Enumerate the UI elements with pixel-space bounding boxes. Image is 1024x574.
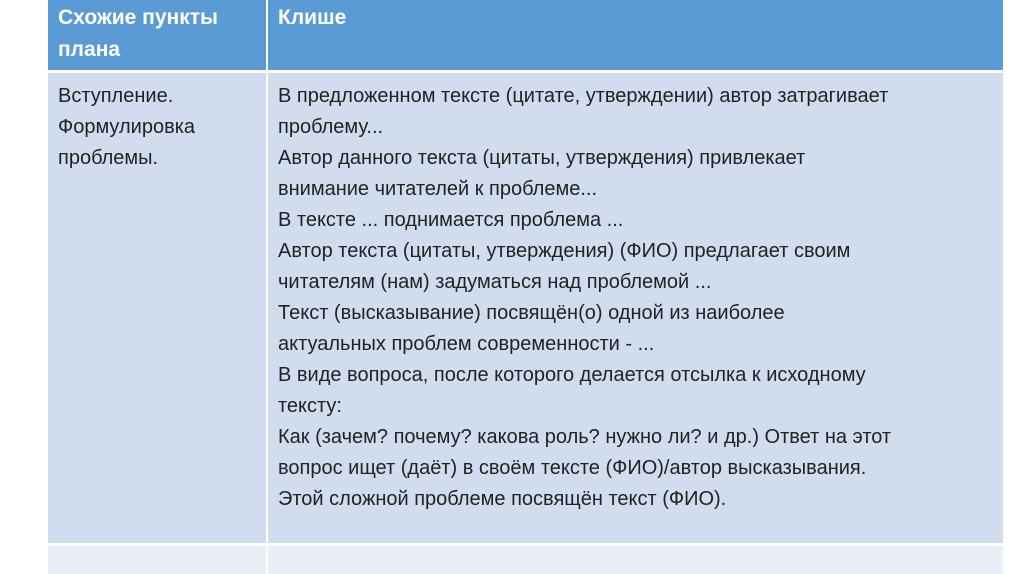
cliche-line: Этой сложной проблеме посвящён текст (ФИО). — [278, 488, 727, 510]
cliche-line: читателям (нам) задуматься над проблемой ... — [278, 271, 712, 293]
empty-cell — [48, 545, 267, 574]
header-plan-items: Схожие пункты плана — [48, 0, 267, 72]
plan-item-cell — [48, 72, 267, 545]
cliche-line: Как (зачем? почему? какова роль? нужно ли? и др.) Ответ на этот — [278, 426, 892, 448]
cliche-line: проблему... — [278, 116, 384, 138]
header-cliche: Клише — [267, 0, 1003, 72]
table-row — [48, 72, 1003, 545]
table-row-empty — [48, 545, 1003, 574]
cliche-line: вопрос ищет (даёт) в своём тексте (ФИО)/автор высказывания. — [278, 457, 867, 479]
cliche-line: актуальных проблем современности - ... — [278, 333, 655, 355]
empty-cell — [267, 545, 1003, 574]
plan-line: проблемы. — [58, 147, 159, 169]
cliche-line: тексту: — [278, 395, 342, 417]
cliche-line: В тексте ... поднимается проблема ... — [278, 209, 624, 231]
cliche-line: В виде вопроса, после которого делается отсылка к исходному — [278, 364, 866, 386]
plan-line: Формулировка — [58, 116, 196, 138]
plan-cliche-table — [48, 0, 1003, 574]
cliche-cell — [267, 72, 1003, 545]
cliche-line: внимание читателей к проблеме... — [278, 178, 598, 200]
cliche-line: Автор текста (цитаты, утверждения) (ФИО) предлагает своим — [278, 240, 851, 262]
cliche-line: Текст (высказывание) посвящён(о) одной из наиболее — [278, 302, 785, 324]
cliche-line: Автор данного текста (цитаты, утверждения) привлекает — [278, 147, 806, 169]
table-header-row — [48, 0, 1003, 72]
cliche-line: В предложенном тексте (цитате, утверждении) автор затрагивает — [278, 85, 889, 107]
plan-line: Вступление. — [58, 85, 174, 107]
